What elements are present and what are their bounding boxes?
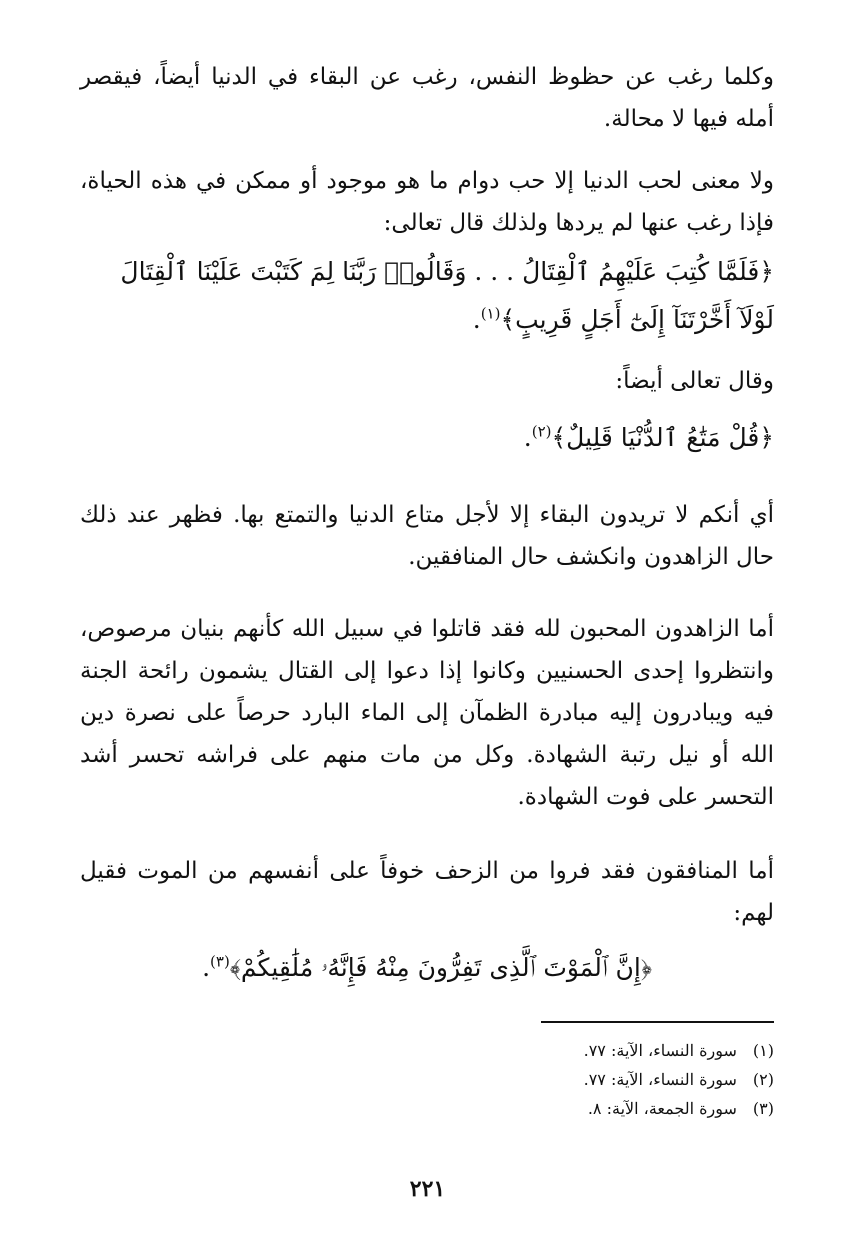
footnote-number: (٢)	[752, 1070, 774, 1089]
verse-end: .	[472, 305, 481, 334]
footnote-1	[480, 1036, 774, 1065]
quran-verse-1	[80, 248, 774, 344]
paragraph-3: وقال تعالى أيضاً:	[615, 368, 774, 394]
footnote-divider	[541, 1021, 774, 1023]
paragraph-1: وكلما رغب عن حظوظ النفس، رغب عن البقاء في الدنيا أيضاً، فيقصر أمله فيها لا محالة.	[80, 64, 774, 132]
verse-open-bracket: ﴿	[759, 423, 774, 452]
page-number: ٢٢١	[409, 1176, 446, 1202]
verse-text: إِنَّ ٱلْمَوْتَ ٱلَّذِى تَفِرُّونَ مِنْهُ فَإِنَّهُۥ مُلَٰقِيكُمْ	[240, 953, 641, 982]
verse-close-bracket: ﴾	[500, 305, 516, 334]
footnote-ref: (٢)	[531, 422, 552, 441]
footnote-2	[480, 1065, 774, 1094]
paragraph-6: أما المنافقون فقد فروا من الزحف خوفاً على أنفسهم من الموت فقيل لهم:	[80, 858, 774, 926]
quran-verse-2	[80, 414, 774, 462]
paragraph-4: أي أنكم لا تريدون البقاء إلا لأجل متاع الدنيا والتمتع بها. فظهر عند ذلك حال الزاهدون وانكشف حال المنافقين.	[80, 502, 774, 570]
paragraph-5: أما الزاهدون المحبون لله فقد قاتلوا في سبيل الله كأنهم بنيان مرصوص، وانتظروا إحدى الحسنيين وكانوا إذا دعوا إلى القتال يشمون رائحة الجنة فيه ويبادرون إليه مبادرة الظمآن إلى الماء البارد حرصاً على نصرة دين الله أو نيل رتبة الشهادة. وكل من مات منهم على فراشه تحسر أشد التحسر على فوت الشهادة.	[80, 616, 774, 810]
verse-text: قُلْ مَتَٰعُ ٱلدُّنْيَا قَلِيلٌ	[566, 423, 760, 452]
verse-open-bracket: ﴿	[640, 953, 652, 982]
footnote-text: سورة النساء، الآية: ٧٧.	[583, 1041, 737, 1060]
verse-close-bracket: ﴾	[229, 953, 241, 982]
verse-end: .	[523, 423, 532, 452]
verse-end: .	[202, 953, 211, 982]
footnote-ref: (٣)	[210, 952, 230, 971]
paragraph-2: ولا معنى لحب الدنيا إلا حب دوام ما هو موجود أو ممكن في هذه الحياة، فإذا رغب عنها لم يردها ولذلك قال تعالى:	[80, 168, 774, 236]
footnote-number: (٣)	[752, 1099, 774, 1118]
footnote-number: (١)	[752, 1041, 774, 1060]
verse-open-bracket: ﴿	[759, 257, 774, 286]
footnote-3	[480, 1094, 774, 1123]
footnote-text: سورة الجمعة، الآية: ٨.	[587, 1099, 737, 1118]
verse-text: فَلَمَّا كُتِبَ عَلَيْهِمُ ٱلْقِتَالُ . . . وَقَالُوا۟ رَبَّنَا لِمَ كَتَبْتَ عَلَيْنَا ٱلْقِتَالَ لَوْلَآ أَخَّرْتَنَآ إِلَىٰٓ أَجَلٍ قَرِيبٍ	[120, 257, 774, 334]
verse-close-bracket: ﴾	[551, 423, 567, 452]
footnote-text: سورة النساء، الآية: ٧٧.	[583, 1070, 737, 1089]
footnote-ref: (١)	[480, 304, 501, 323]
quran-verse-3	[80, 944, 774, 992]
footnotes	[480, 1036, 774, 1123]
